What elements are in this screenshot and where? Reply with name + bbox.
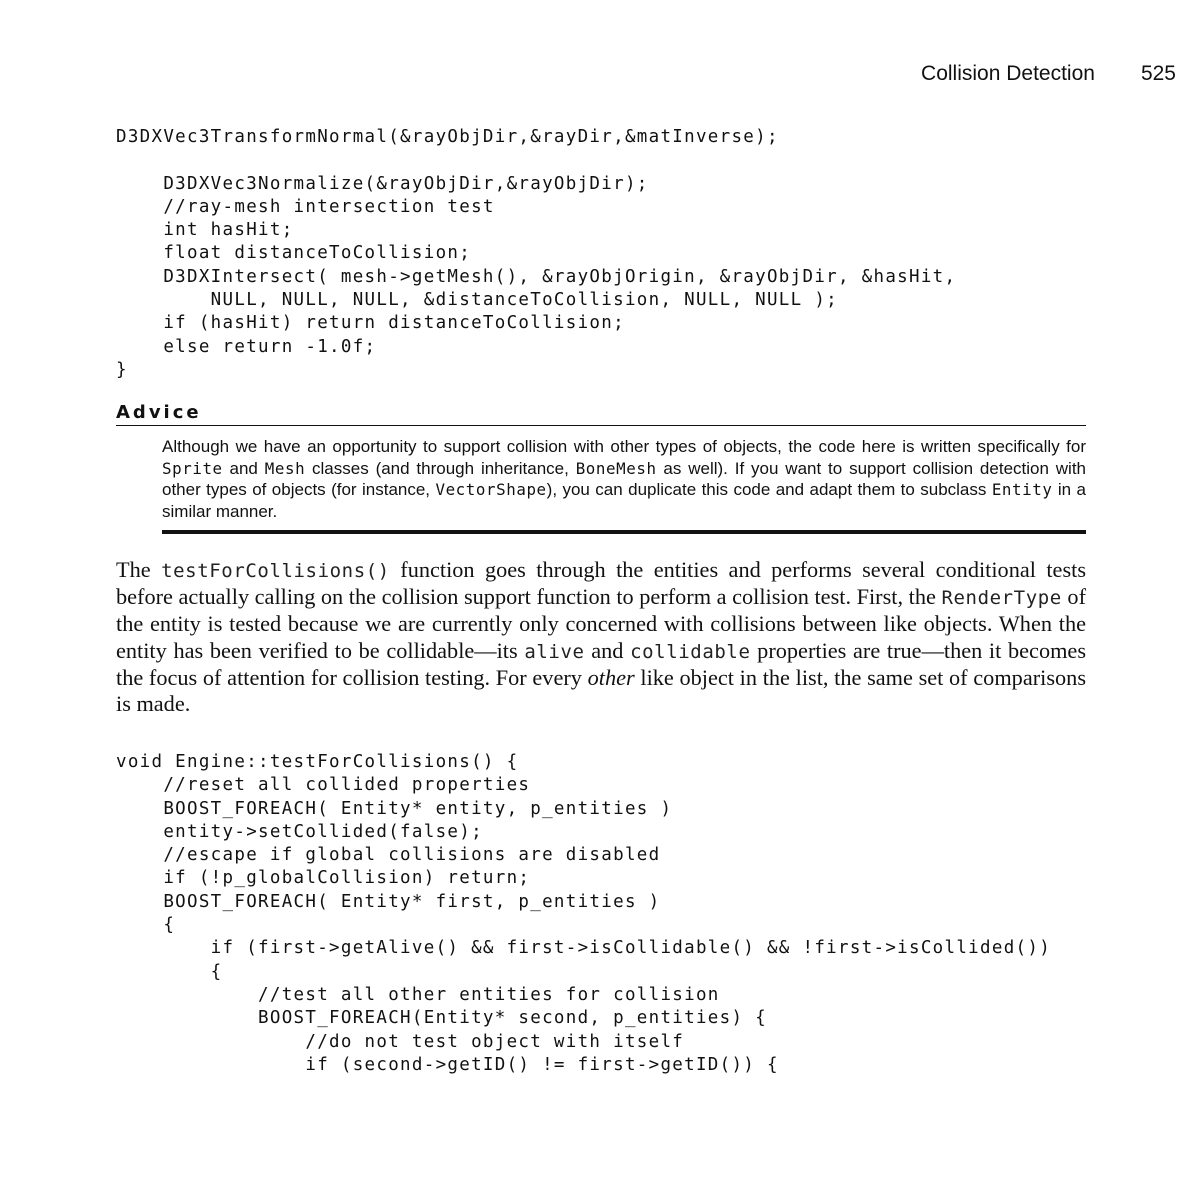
code-line: else return -1.0f;	[116, 336, 377, 357]
inline-code: RenderType	[941, 587, 1062, 610]
code-line: //ray-mesh intersection test	[116, 196, 495, 217]
advice-text-run: classes (and through inheritance,	[305, 458, 576, 478]
inline-code: collidable	[630, 640, 751, 663]
body-text-run: of the entity is tested because we are currently only concerned with collisions between like objects. When the entity has been verified to be collidable—its	[116, 584, 1086, 663]
code-listing-top	[116, 126, 956, 382]
code-line: int hasHit;	[116, 220, 294, 241]
code-line: entity->setCollided(false);	[116, 821, 483, 842]
inline-code: alive	[524, 640, 585, 663]
emphasis: other	[587, 664, 635, 690]
inline-code: Sprite	[162, 458, 223, 478]
code-line: if (second->getID() != first->getID()) {	[116, 1054, 779, 1075]
code-line: {	[116, 961, 223, 982]
code-line: if (hasHit) return distanceToCollision;	[116, 313, 625, 334]
code-line: D3DXVec3Normalize(&rayObjDir,&rayObjDir);	[116, 173, 649, 194]
body-text-run: The	[116, 557, 162, 582]
code-line: void Engine::testForCollisions() {	[116, 752, 519, 772]
body-text-run: like object in the list, the same set of comparisons is made.	[116, 664, 1086, 717]
advice-text	[162, 436, 1086, 534]
code-listing-bottom	[116, 751, 1051, 1077]
inline-code: testForCollisions()	[161, 560, 390, 582]
advice-title: Advice	[116, 402, 1086, 426]
code-line: float distanceToCollision;	[116, 243, 472, 264]
advice-text-run: in a similar manner.	[162, 480, 1086, 522]
advice-box	[116, 402, 1086, 534]
body-paragraph	[116, 557, 1086, 717]
code-line: BOOST_FOREACH( Entity* first, p_entities )	[116, 891, 661, 912]
body-text-run: and	[584, 637, 631, 663]
code-line	[116, 149, 956, 172]
section-title: Collision Detection	[921, 62, 1095, 85]
code-line: D3DXVec3TransformNormal(&rayObjDir,&rayDir,&matInverse);	[116, 127, 779, 147]
code-line: //escape if global collisions are disabled	[116, 845, 661, 866]
advice-text-run: as well). If you want to support collision detection with other types of objects (for instance,	[162, 458, 1087, 500]
body-text-run: function goes through the entities and performs several conditional tests before actually calling on the collision support function to perform a collision test. First, the	[116, 557, 1086, 610]
advice-text-run: and	[222, 458, 265, 478]
body-text-run: properties are true—then it becomes the focus of attention for collision testing. For every	[116, 637, 1087, 690]
advice-text-run: Although we have an opportunity to support collision with other types of objects, the code here is written specifically for	[162, 437, 1086, 456]
inline-code: VectorShape	[435, 480, 547, 500]
code-line: if (first->getAlive() && first->isCollidable() && !first->isCollided())	[116, 938, 1052, 959]
code-line: if (!p_globalCollision) return;	[116, 868, 531, 889]
page-number: 525	[1140, 62, 1176, 85]
code-line: BOOST_FOREACH( Entity* entity, p_entities )	[116, 798, 673, 819]
code-line: BOOST_FOREACH(Entity* second, p_entities) {	[116, 1008, 767, 1029]
code-line: NULL, NULL, NULL, &distanceToCollision, NULL, NULL );	[116, 290, 838, 311]
inline-code: BoneMesh	[575, 458, 657, 478]
code-line: {	[116, 915, 176, 936]
running-head	[921, 62, 1176, 86]
code-line: //do not test object with itself	[116, 1031, 685, 1052]
code-line: //reset all collided properties	[116, 775, 531, 796]
inline-code: Mesh	[264, 458, 306, 478]
code-line: }	[116, 359, 128, 380]
inline-code: Entity	[991, 480, 1053, 500]
advice-text-run: ), you can duplicate this code and adapt them to subclass	[546, 480, 992, 500]
code-line: D3DXIntersect( mesh->getMesh(), &rayObjOrigin, &rayObjDir, &hasHit,	[116, 266, 957, 287]
code-line: //test all other entities for collision	[116, 984, 720, 1005]
